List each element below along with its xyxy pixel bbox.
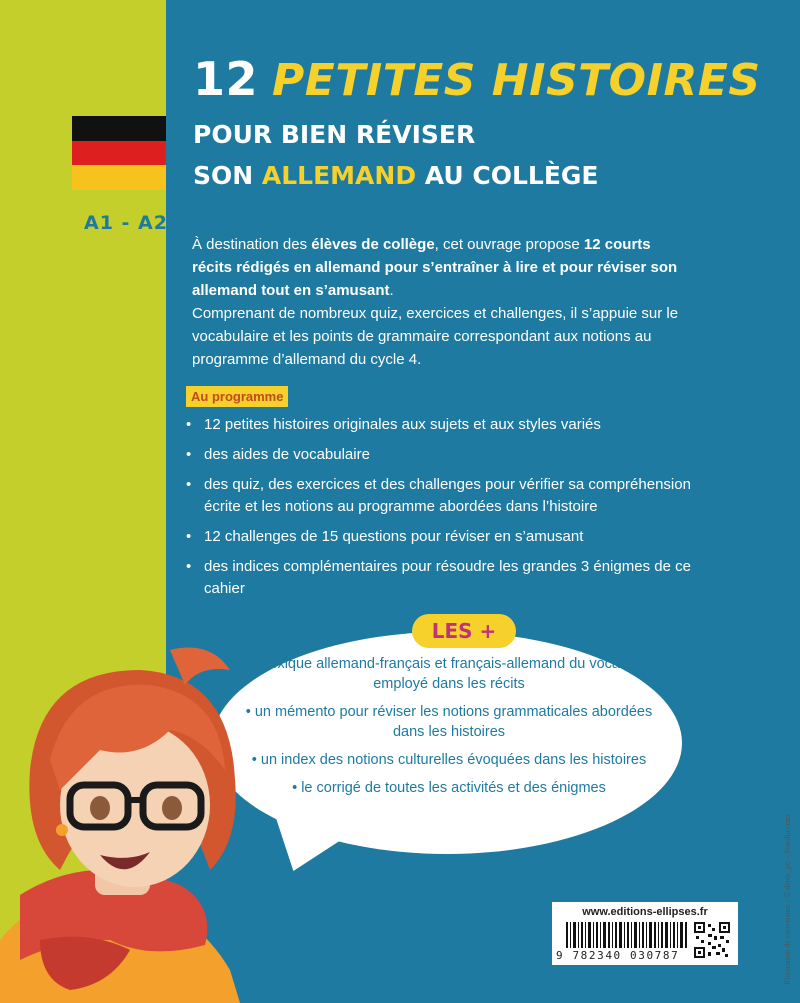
- list-item-text: 12 challenges de 15 questions pour réviser en s’amusant: [204, 528, 584, 545]
- title3-pre: SON: [193, 161, 262, 190]
- qr-code-icon: [694, 922, 730, 958]
- publisher-url: www.editions-ellipses.fr: [582, 906, 708, 918]
- bullet: •: [186, 446, 192, 463]
- list-item-text: des aides de vocabulaire: [204, 446, 370, 463]
- intro-paragraph-2: Comprenant de nombreux quiz, exercices et challenges, il s’appuie sur le vocabulaire et les points de grammaire correspondant aux notions au programme d’allemand du cycle 4.: [192, 305, 679, 368]
- barcode-icon: [566, 922, 688, 948]
- list-item: [184, 474, 694, 518]
- title3-highlight: ALLEMAND: [261, 161, 417, 190]
- isbn-number: 9 782340 030787: [556, 949, 680, 962]
- title-line-1: [193, 52, 761, 106]
- bullet: •: [186, 528, 192, 545]
- list-item-text: des quiz, des exercices et des challenges pour vérifier sa compréhension écrite et les notions au programme abordées dans l’histoire: [204, 476, 691, 515]
- title3-post: AU COLLÈGE: [416, 161, 599, 190]
- list-item: • un index des notions culturelles évoquées dans les histoires: [251, 752, 647, 768]
- title-highlight: PETITES HISTOIRES: [272, 55, 761, 106]
- title-line-3: [193, 161, 599, 190]
- girl-illustration-icon: [0, 640, 300, 1003]
- intro-p1b: élèves de collège: [311, 236, 435, 253]
- list-item: [184, 556, 694, 600]
- programme-tag: Au programme: [186, 386, 288, 407]
- list-item: [184, 414, 694, 436]
- list-item: • un mémento pour réviser les notions grammaticales abordées dans les histoires: [245, 704, 653, 740]
- intro-text: [192, 233, 692, 371]
- illustration-credit: Illustration de couverture : © denis_pc – Fotolia.com: [783, 814, 792, 985]
- bullet: •: [186, 558, 192, 575]
- german-flag-icon: [72, 116, 166, 190]
- intro-p1c: , cet ouvrage propose: [434, 236, 584, 253]
- title-number: 12: [193, 52, 259, 106]
- list-item-text: des indices complémentaires pour résoudre les grandes 3 énigmes de ce cahier: [204, 558, 691, 597]
- programme-list: [184, 414, 694, 608]
- list-item: [184, 526, 694, 548]
- barcode-box: [552, 902, 738, 965]
- title-line-2: POUR BIEN RÉVISER: [193, 120, 476, 149]
- bullet: •: [186, 476, 192, 493]
- intro-p1d: 12 courts récits rédigés en allemand pour s’entraîner à lire et pour réviser son allemand tout en s’amusant: [192, 236, 678, 299]
- intro-p1e: .: [389, 282, 394, 299]
- list-item-text: 12 petites histoires originales aux sujets et aux styles variés: [204, 416, 601, 433]
- intro-p1a: À destination des: [192, 236, 312, 253]
- intro-paragraph-1: [192, 233, 692, 302]
- list-item: • Un lexique allemand-français et français-allemand du vocabulaire employé dans les récits: [234, 656, 664, 692]
- list-item: [184, 444, 694, 466]
- list-item: • le corrigé de toutes les activités et des énigmes: [292, 780, 606, 796]
- les-plus-badge: LES +: [412, 614, 516, 648]
- bullet: •: [186, 416, 192, 433]
- level-label: A1 - A2: [84, 212, 168, 234]
